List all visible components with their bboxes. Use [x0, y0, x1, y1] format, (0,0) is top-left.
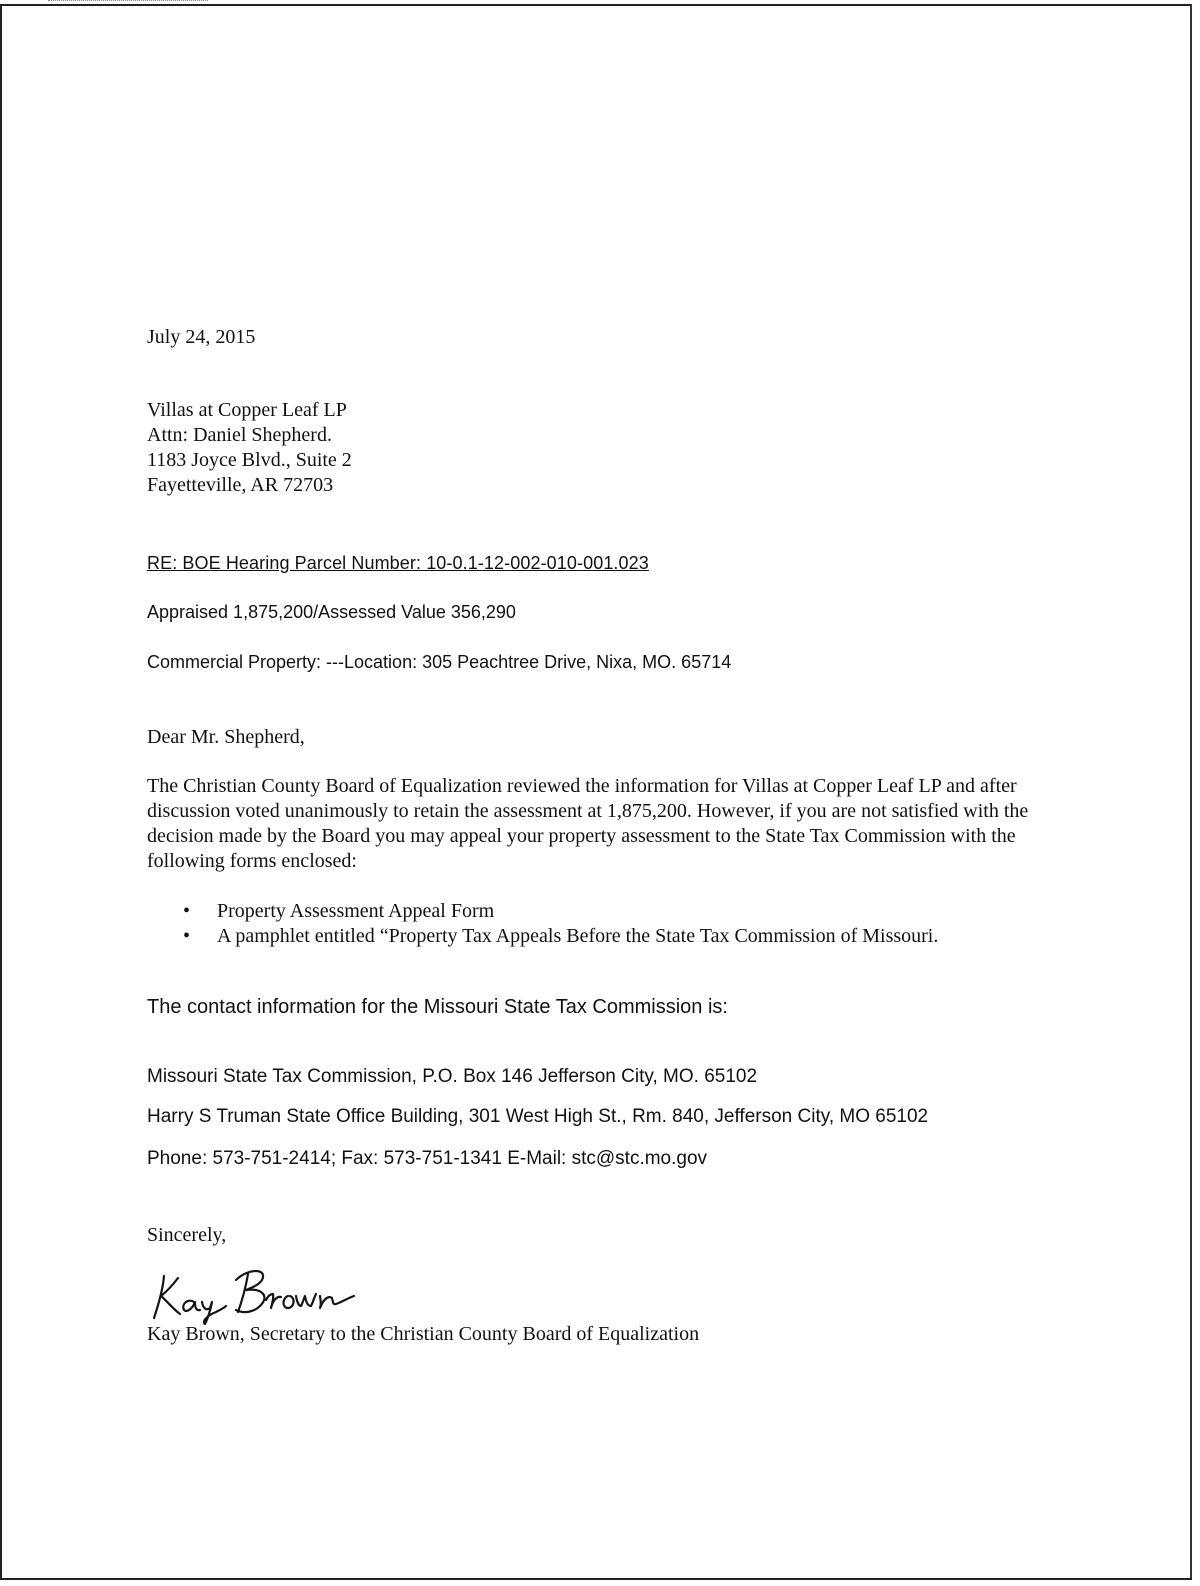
enclosure-item-label: A pamphlet entitled “Property Tax Appeals Before the State Tax Commission of Missouri.	[217, 925, 939, 947]
list-item	[147, 924, 938, 949]
page-border-top	[0, 4, 1190, 6]
subject-line: RE: BOE Hearing Parcel Number: 10-0.1-12-002-010-001.023	[147, 553, 649, 573]
signature-image	[150, 1258, 360, 1326]
signer-name-title: Kay Brown, Secretary to the Christian County Board of Equalization	[147, 1323, 700, 1345]
contact-intro: The contact information for the Missouri State Tax Commission is:	[147, 996, 728, 1018]
recipient-name: Villas at Copper Leaf LP	[147, 399, 347, 421]
recipient-city-state-zip: Fayetteville, AR 72703	[147, 474, 334, 496]
enclosure-list	[147, 899, 938, 949]
body-paragraph: The Christian County Board of Equalization reviewed the information for Villas at Copper Leaf LP and after discussion voted unanimously to retain the assessment at 1,875,200. However, if you are not satisfied with the decision made by the Board you may appeal your property assessment to the State Tax Commission with the following forms enclosed:	[147, 775, 1029, 872]
property-location-line: Commercial Property: ---Location: 305 Peachtree Drive, Nixa, MO. 65714	[147, 652, 732, 672]
enclosure-item-label: Property Assessment Appeal Form	[217, 900, 495, 922]
building-address: Harry S Truman State Office Building, 301 West High St., Rm. 840, Jefferson City, MO 65102	[147, 1106, 929, 1127]
list-item	[147, 899, 938, 924]
bullet-icon: •	[183, 900, 191, 922]
recipient-street: 1183 Joyce Blvd., Suite 2	[147, 449, 352, 471]
commission-address: Missouri State Tax Commission, P.O. Box 146 Jefferson City, MO. 65102	[147, 1066, 758, 1087]
bullet-icon: •	[183, 925, 191, 947]
page-border-left	[0, 4, 2, 1579]
closing: Sincerely,	[147, 1224, 227, 1246]
recipient-address	[147, 398, 352, 498]
appraised-value-line: Appraised 1,875,200/Assessed Value 356,290	[147, 602, 516, 622]
page-border-bottom	[0, 1578, 1192, 1580]
page-border-right	[1190, 4, 1192, 1579]
recipient-attention: Attn: Daniel Shepherd.	[147, 424, 332, 446]
salutation: Dear Mr. Shepherd,	[147, 726, 305, 748]
letter-date: July 24, 2015	[147, 326, 256, 348]
phone-fax-email: Phone: 573-751-2414; Fax: 573-751-1341 E-Mail: stc@stc.mo.gov	[147, 1148, 708, 1169]
